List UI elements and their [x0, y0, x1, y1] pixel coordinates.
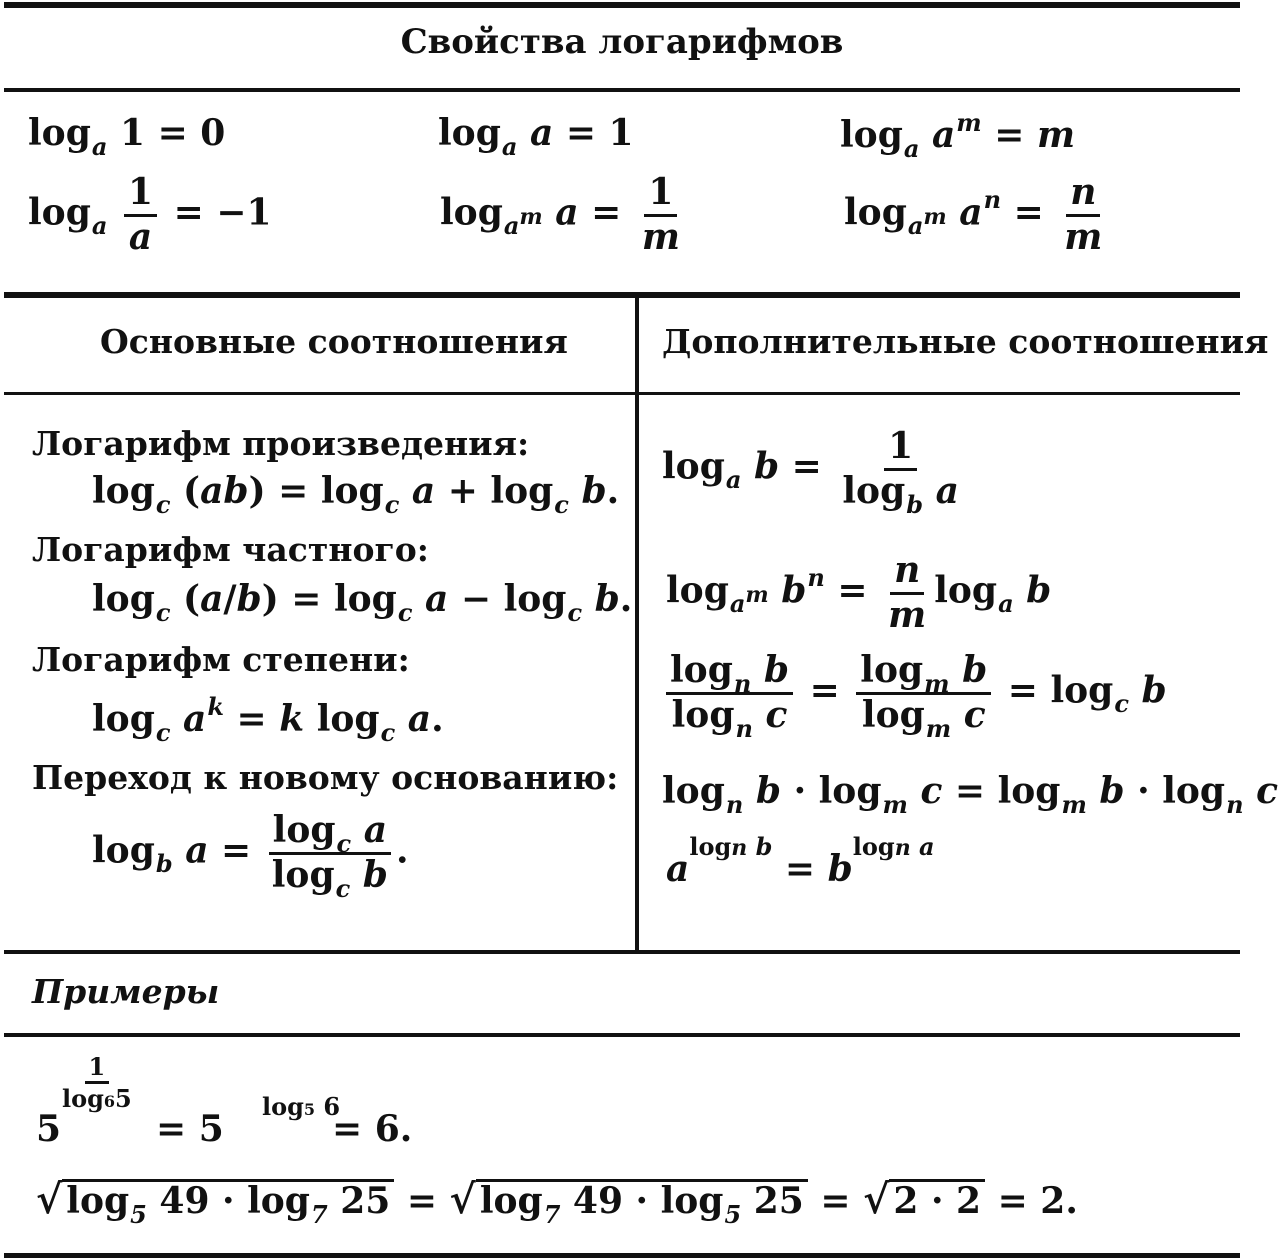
ratio-formula: $\frac{\log_n b}{\log_n c}$ = $\frac{\log_m b}{\log_m c}$ = $\log_c b$	[662, 652, 1167, 735]
top-border	[4, 2, 1240, 8]
quotient-label: Логарифм частного:	[32, 530, 429, 569]
power-label: Логарифм степени:	[32, 640, 410, 679]
property-log-of-base: $\log_a a = 1$	[438, 112, 634, 161]
base-change-label: Переход к новому основанию:	[32, 758, 619, 797]
property-log-of-one: $\log_a 1 = 0$	[28, 112, 226, 161]
extra-relations-header: Дополнительные соотношения	[662, 322, 1269, 361]
base-change-formula: $\log_b a$ = $\frac{\log_c a}{\log_c b}$ .	[92, 809, 409, 903]
examples-divider	[4, 1033, 1240, 1037]
power-formula: $\log_c a^k = k$ $\log_c a$.	[92, 692, 444, 747]
properties-divider	[4, 292, 1240, 298]
power-base-formula: $\log_{am} b^n$ = $\frac{n}{m}$ $\log_a b$	[666, 549, 1052, 636]
property-log-of-reciprocal: $\log_a$ $\frac{1}{a}$ = −1	[28, 171, 272, 258]
bottom-border	[4, 1253, 1240, 1258]
property-log-power-base-arg: $\log_{am} a^n$ = $\frac{n}{m}$	[844, 171, 1103, 258]
examples-label: Примеры	[32, 972, 220, 1011]
basic-relations-header: Основные соотношения	[100, 322, 568, 361]
quotient-formula: $\log_c (a/b) = \log_c a - \log_c b$.	[92, 578, 633, 627]
section-header-divider	[4, 392, 1240, 395]
example-2-formula: √ $\log_5 49 \cdot \log_7 25$ = √ $\log_7 49 \cdot \log_5 25$ = √ 2 · 2 = 2.	[36, 1176, 1078, 1229]
examples-top-divider	[4, 950, 1240, 954]
property-log-of-power: $\log_a a^m = m$	[840, 108, 1076, 163]
exponent-swap-formula: $a^{logn b} = b^{logn a}$	[666, 832, 935, 890]
product-label: Логарифм произведения:	[32, 424, 530, 463]
column-divider	[635, 296, 639, 954]
example-1-formula: 5 1 log65 = 5 log5 6 = 6.	[36, 1052, 413, 1150]
reciprocal-base-formula: $\log_a b$ = $\frac{1}{\log_b a}$	[662, 425, 959, 519]
product-formula: $\log_c (ab) = \log_c a + \log_c b$.	[92, 470, 620, 519]
page-title: Свойства логарифмов	[400, 22, 844, 62]
property-log-power-base: $\log_{am} a$ = $\frac{1}{m}$	[440, 171, 680, 258]
title-divider	[4, 88, 1240, 92]
product-swap-formula: $\log_n b \cdot \log_m c = \log_m b \cdot \log_n c$	[662, 770, 1278, 819]
